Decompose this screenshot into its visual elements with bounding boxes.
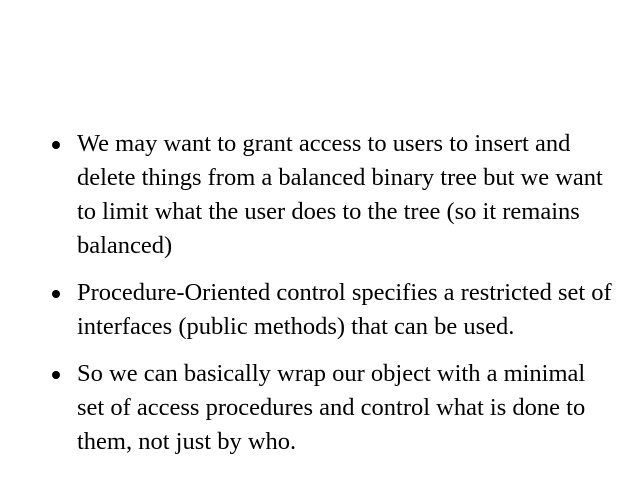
- bullet-list: [52, 127, 612, 472]
- bullet-item: [52, 276, 612, 344]
- bullet-text: So we can basically wrap our object with a minimal set of access procedures and control what is done to them, not just by who.: [77, 360, 586, 455]
- bullet-item: [52, 357, 612, 459]
- bullet-dot-icon: [52, 371, 60, 379]
- bullet-dot-icon: [52, 290, 60, 298]
- bullet-item: [52, 127, 612, 263]
- bullet-dot-icon: [52, 141, 60, 149]
- bullet-text: Procedure-Oriented control specifies a restricted set of interfaces (public methods) that can be used.: [77, 279, 612, 340]
- bullet-text: We may want to grant access to users to insert and delete things from a balanced binary tree but we want to limit what the user does to the tree (so it remains balanced): [77, 130, 603, 259]
